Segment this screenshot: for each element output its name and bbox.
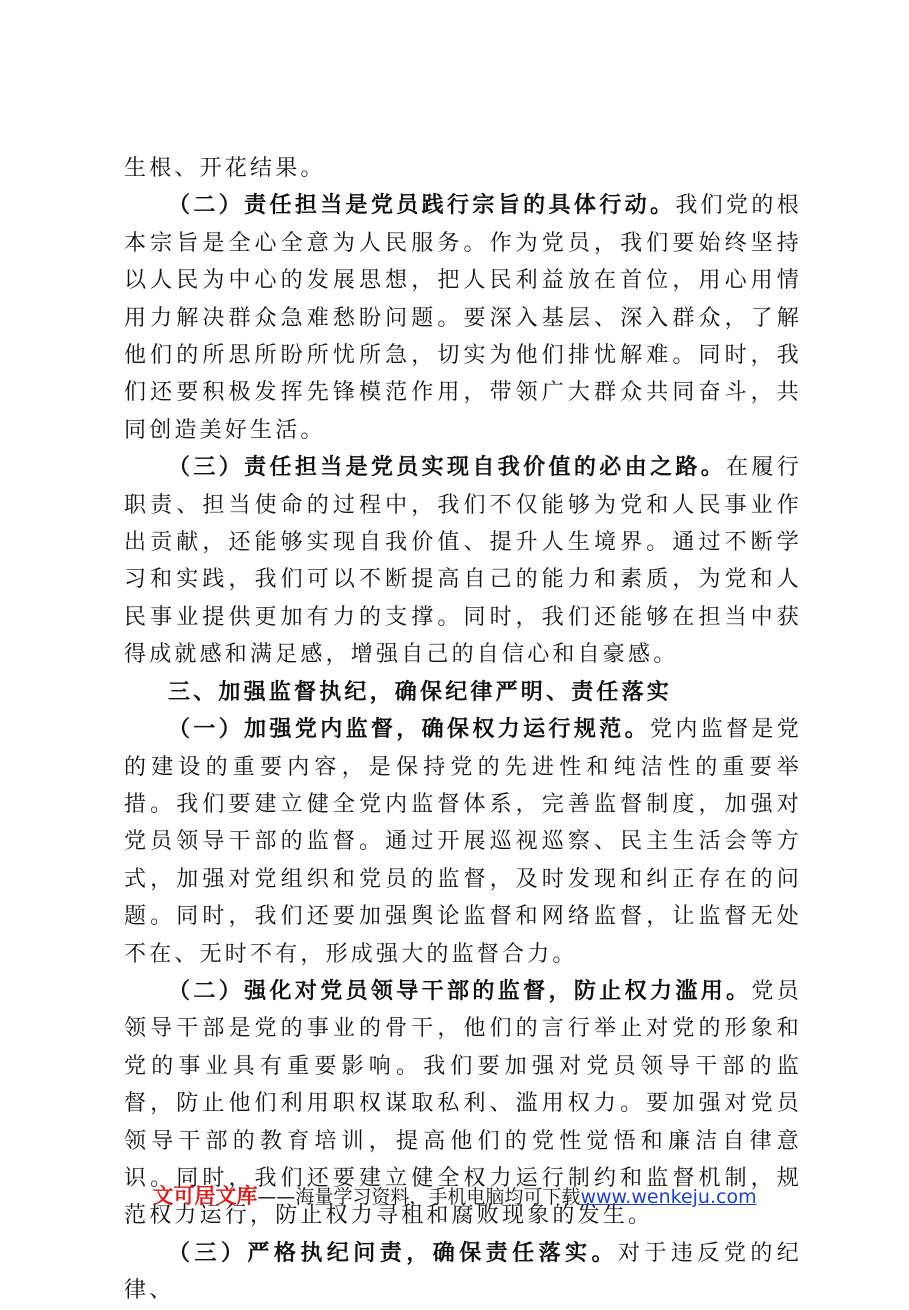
paragraph-body: 党内监督是党的建设的重要内容，是保持党的先进性和纯洁性的重要举措。我们要建立健全党内监督体系，完善监督制度，加强对党员领导干部的监督。通过开展巡视巡察、民主生活会等方式，加强对党组织和党员的监督，及时发现和纠正存在的问题。同时，我们还要加强舆论监督和网络监督，让监督无处不在、无时不有，形成强大的监督合力。 [124,717,802,967]
paragraph-lead: （二）强化对党员领导干部的监督，防止权力滥用。 [168,977,752,1004]
paragraph [124,187,802,449]
section-heading: 三、加强监督执纪，确保纪律严明、责任落实 [168,678,673,705]
paragraph-lead: （二）责任担当是党员践行宗旨的具体行动。 [168,192,676,219]
paragraph [124,449,802,673]
footer-url-link[interactable]: www.wenkeju.com [580,1186,757,1208]
paragraph [124,1235,802,1310]
paragraph [124,711,802,973]
paragraph-body: 党员领导干部是党的事业的骨干，他们的言行举止对党的形象和党的事业具有重要影响。我们要加强对党员领导干部的监督，防止他们利用职权谋取私利、滥用权力。要加强对党员领导干部的教育培训，提高他们的党性觉悟和廉洁自律意识。同时，我们还要建立健全权力运行制约和监督机制，规范权力运行，防止权力寻租和腐败现象的发生。 [124,978,802,1229]
paragraph-body: 在履行职责、担当使命的过程中，我们不仅能够为党和人民事业作出贡献，还能够实现自我价值、提升人生境界。通过不断学习和实践，我们可以不断提高自己的能力和素质，为党和人民事业提供更加有力的支撑。同时，我们还能够在担当中获得成就感和满足感，增强自己的自信心和自豪感。 [124,455,802,668]
document-body [124,150,802,1310]
paragraph-lead: （一）加强党内监督，确保权力运行规范。 [168,716,650,743]
footer-banner [0,1180,909,1210]
paragraph-continuation [124,150,802,187]
paragraph-lead: （三）责任担当是党员实现自我价值的必由之路。 [168,454,727,481]
paragraph-lead: （三）严格执纪问责，确保责任落实。 [168,1239,618,1266]
paragraph-body: 我们党的根本宗旨是全心全意为人民服务。作为党员，我们要始终坚持以人民为中心的发展思想，把人民利益放在首位，用心用情用力解决群众急难愁盼问题。要深入基层、深入群众，了解他们的所思所盼所忧所急，切实为他们排忧解难。同时，我们还要积极发挥先锋模范作用，带领广大群众共同奋斗，共同创造美好生活。 [124,193,802,443]
paragraph-body: 对于违反党的纪律、 [124,1240,802,1304]
paragraph-body: 生根、开花结果。 [124,156,326,181]
footer-slogan: ——海量学习资料，手机电脑均可下载 [257,1186,581,1208]
footer-brand: 文可居文库 [152,1184,258,1208]
